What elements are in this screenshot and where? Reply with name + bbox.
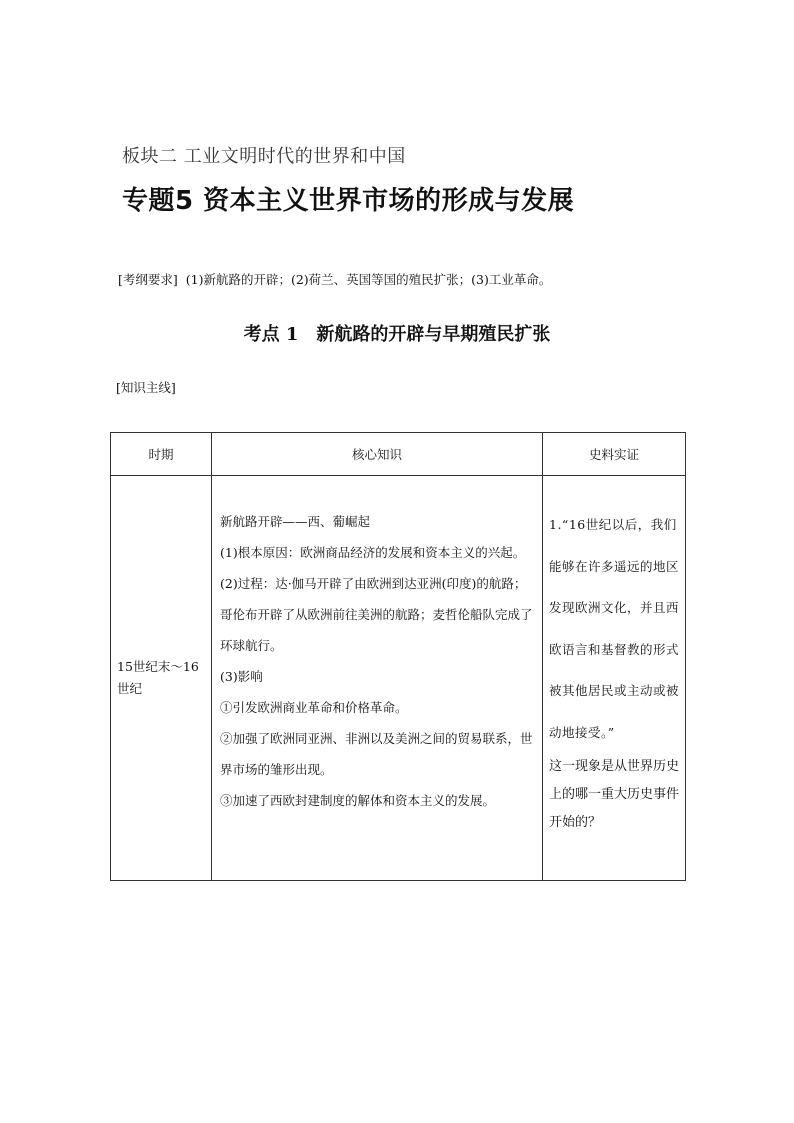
syllabus-tag: [考纲要求] (118, 272, 178, 287)
topic-title: 专题5 资本主义世界市场的形成与发展 (122, 186, 575, 216)
syllabus-requirements (118, 270, 551, 288)
core-line-impact-heading: (3)影响 (220, 669, 263, 684)
core-line-process: (2)过程：达·伽马开辟了由欧洲到达亚洲(印度)的航路；哥伦布开辟了从欧洲前往美洲的航路；麦哲伦船队完成了环球航行。 (220, 576, 533, 653)
table-header-row (111, 433, 686, 476)
table-row (111, 476, 686, 881)
core-line-impact-1: ①引发欧洲商业革命和价格革命。 (220, 700, 408, 715)
header-core-knowledge: 核心知识 (212, 433, 543, 476)
syllabus-text: (1)新航路的开辟；(2)荷兰、英国等国的殖民扩张；(3)工业革命。 (185, 272, 552, 287)
knowledge-line-label: [知识主线] (116, 380, 176, 395)
core-line-impact-2: ②加强了欧洲同亚洲、非洲以及美洲之间的贸易联系，世界市场的雏形出现。 (220, 731, 533, 777)
core-line-cause: (1)根本原因：欧洲商品经济的发展和资本主义的兴起。 (220, 545, 526, 560)
evidence-cell (543, 476, 686, 881)
core-knowledge-cell (212, 476, 543, 881)
core-line-title: 新航路开辟——西、葡崛起 (220, 514, 371, 529)
evidence-quote: 1.“16世纪以后，我们能够在许多遥远的地区发现欧洲文化，并且西欧语言和基督教的形式被其他居民或主动或被动地接受。” (549, 517, 680, 740)
knowledge-table (110, 432, 686, 881)
header-period: 时期 (111, 433, 212, 476)
period-cell: 15世纪末～16世纪 (111, 476, 212, 881)
core-line-impact-3: ③加速了西欧封建制度的解体和资本主义的发展。 (220, 793, 496, 808)
evidence-question: 这一现象是从世界历史上的哪一重大历史事件开始的？ (549, 759, 680, 830)
point-title: 考点 1 新航路的开辟与早期殖民扩张 (243, 324, 551, 345)
header-evidence: 史料实证 (543, 433, 686, 476)
section-label: 板块二 工业文明时代的世界和中国 (122, 146, 406, 167)
